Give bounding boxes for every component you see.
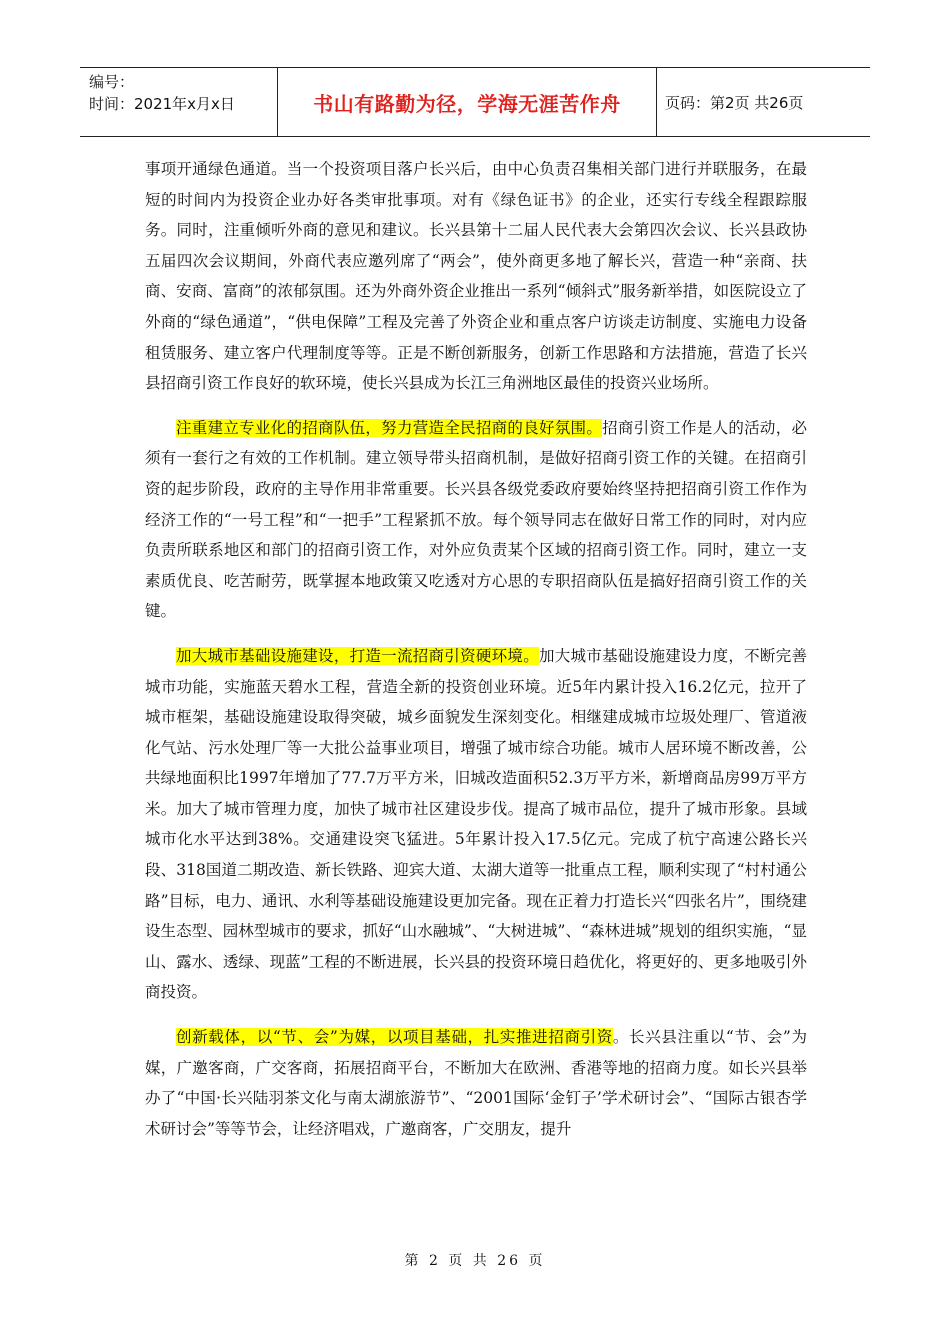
document-number-label: 编号： xyxy=(89,73,135,91)
document-time-label: 时间：2021年x月x日 xyxy=(89,95,235,113)
page-header xyxy=(80,67,870,137)
document-body xyxy=(145,154,807,1144)
paragraph-text: 招商引资工作是人的活动，必须有一套行之有效的工作机制。建立领导带头招商机制，是做好招商引资工作的关键。在招商引资的起步阶段，政府的主导作用非常重要。长兴县各级党委政府要始终坚持把招商引资工作作为经济工作的“一号工程”和“一把手”工程紧抓不放。每个领导同志在做好日常工作的同时，对内应负责所联系地区和部门的招商引资工作，对外应负责某个区域的招商引资工作。同时，建立一支素质优良、吃苦耐劳，既掌握本地政策又吃透对方心思的专职招商队伍是搞好招商引资工作的关键。 xyxy=(145,418,807,621)
paragraph-2 xyxy=(145,413,807,627)
header-page-number: 页码：第2页 共26页 xyxy=(665,93,804,112)
highlighted-heading: 加大城市基础设施建设，打造一流招商引资硬环境。 xyxy=(176,646,539,665)
paragraph-1 xyxy=(145,154,807,399)
paragraph-text: 事项开通绿色通道。当一个投资项目落户长兴后，由中心负责召集相关部门进行并联服务，在最短的时间内为投资企业办好各类审批事项。对有《绿色证书》的企业，还实行专线全程跟踪服务。同时，注重倾听外商的意见和建议。长兴县第十二届人民代表大会第四次会议、长兴县政协五届四次会议期间，外商代表应邀列席了“两会”，使外商更多地了解长兴，营造一种“亲商、扶商、安商、富商”的浓郁氛围。还为外商外资企业推出一系列“倾斜式”服务新举措，如医院设立了外商的“绿色通道”，“供电保障”工程及完善了外资企业和重点客户访谈走访制度、实施电力设备租赁服务、建立客户代理制度等等。正是不断创新服务，创新工作思路和方法措施，营造了长兴县招商引资工作良好的软环境，使长兴县成为长江三角洲地区最佳的投资兴业场所。 xyxy=(145,160,807,393)
paragraph-3 xyxy=(145,641,807,1008)
paragraph-text: 。长兴县注重以“节、会”为媒，广邀客商，广交客商，拓展招商平台，不断加大在欧洲、香港等地的招商力度。如长兴县举办了“中国·长兴陆羽茶文化与南太湖旅游节”、“2001国际‘金钉子’学术研讨会”、“国际古银杏学术研讨会”等等节会，让经济唱戏，广邀商客，广交朋友，提升 xyxy=(145,1028,807,1138)
paragraph-text: 加大城市基础设施建设力度，不断完善城市功能，实施蓝天碧水工程，营造全新的投资创业环境。近5年内累计投入16.2亿元，拉开了城市框架，基础设施建设取得突破，城乡面貌发生深刻变化。相继建成城市垃圾处理厂、管道液化气站、污水处理厂等一大批公益事业项目，增强了城市综合功能。城市人居环境不断改善，公共绿地面积比1997年增加了77.7万平方米，旧城改造面积52.3万平方米，新增商品房99万平方米。加大了城市管理力度，加快了城市社区建设步伐。提高了城市品位，提升了城市形象。县域城市化水平达到38%。交通建设突飞猛进。5年累计投入17.5亿元。完成了杭宁高速公路长兴段、318国道二期改造、新长铁路、迎宾大道、太湖大道等一批重点工程，顺利实现了“村村通公路”目标，电力、通讯、水利等基础设施建设更加完备。现在正着力打造长兴“四张名片”，围绕建设生态型、园林型城市的要求，抓好“山水融城”、“大树进城”、“森林进城”规划的组织实施，“显山、露水、透绿、现蓝”工程的不断进展，长兴县的投资环境日趋优化，将更好的、更多地吸引外商投资。 xyxy=(145,646,807,1002)
header-meta xyxy=(80,68,278,136)
page-footer: 第 2 页 共 26 页 xyxy=(404,1253,546,1269)
header-motto: 书山有路勤为径，学海无涯苦作舟 xyxy=(278,68,657,136)
highlighted-heading: 创新载体，以“节、会”为媒，以项目基础，扎实推进招商引资 xyxy=(176,1028,613,1047)
paragraph-4 xyxy=(145,1022,807,1144)
highlighted-heading: 注重建立专业化的招商队伍，努力营造全民招商的良好氛围。 xyxy=(176,418,603,437)
